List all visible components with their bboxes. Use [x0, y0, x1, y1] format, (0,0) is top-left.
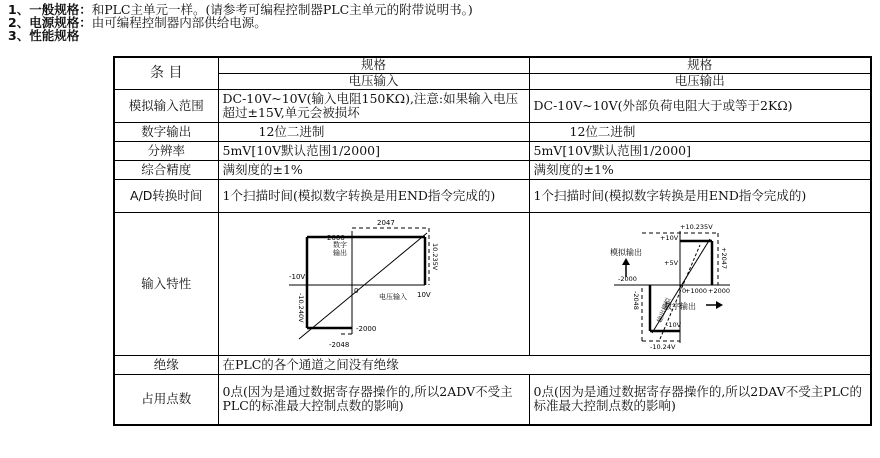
row-label-conversion-time: A/D转换时间 [114, 179, 218, 212]
points-input: 0点(因为是通过数据寄存器操作的,所以2ADV不受主PLC的标准最大控制点数的影响) [218, 374, 529, 425]
label-top-volt: +10.235V [679, 222, 713, 231]
label-y-mid: +5V [663, 258, 678, 267]
analog-range-input: DC-10V~10V(输入电阻150KΩ),注意:如果输入电压超过±15V,单元会被损坏 [218, 89, 529, 122]
label-origin: 0 [353, 286, 358, 295]
row-label-digital-output: 数字输出 [114, 122, 218, 141]
intro-text-2: 由可编程控制器内部供给电源。 [91, 15, 267, 30]
row-label-analog-range: 模拟输入范围 [114, 89, 218, 122]
label-x-max: 10V [416, 290, 431, 299]
intro-label-2: 2、电源规格： [8, 15, 92, 30]
label-origin: 0 [681, 286, 686, 295]
col1-title: 电压输入 [218, 73, 529, 89]
diag-label: 输出模拟 [654, 296, 673, 324]
label-y-max: 2000 [326, 233, 345, 242]
label-x-min: -10V [288, 272, 305, 281]
spec-header-2: 规格 [529, 57, 871, 73]
label-bottom-volt: -10.24V [649, 342, 675, 351]
row-label-isolation: 绝缘 [114, 355, 218, 374]
row-label-accuracy: 综合精度 [114, 160, 218, 179]
input-characteristic-graph [219, 213, 530, 352]
accuracy-input: 满刻度的±1% [218, 160, 529, 179]
points-output: 0点(因为是通过数据寄存器操作的,所以2DAV不受主PLC的标准最大控制点数的影响) [529, 374, 871, 425]
accuracy-output: 满刻度的±1% [529, 160, 871, 179]
label-y-min: -2000 [355, 324, 376, 333]
conversion-time-output: 1个扫描时间(模拟数字转换是用END指令完成的) [529, 179, 871, 212]
row-label-points: 占用点数 [114, 374, 218, 425]
digital-output-input: 12位二进制 [218, 122, 529, 141]
col2-title: 电压输出 [529, 73, 871, 89]
output-characteristic-graph [530, 213, 872, 352]
label-right-volt: 10.235V [430, 242, 439, 270]
intro-text-1: 和PLC主单元一样。(请参考可编程控制器PLC主单元的附带说明书。) [91, 2, 473, 17]
label-left-volt: -10.240V [296, 292, 305, 323]
digital-output-output: 12位二进制 [529, 122, 871, 141]
x-axis-title: 数字输出 [663, 301, 696, 311]
intro-label-1: 1、一般规格： [8, 2, 92, 17]
label-y-max: +10V [659, 233, 678, 242]
label-x-plus2000: +2000 [707, 286, 730, 295]
label-x-plus1000: +1000 [684, 286, 707, 295]
intro-line-3 [8, 29, 79, 42]
row-label-io-characteristic: 输入特性 [114, 212, 218, 355]
resolution-input: 5mV[10V默认范围1/2000] [218, 141, 529, 160]
spec-header-1: 规格 [218, 57, 529, 73]
label-bottom-count: -2048 [328, 340, 349, 349]
resolution-output: 5mV[10V默认范围1/2000] [529, 141, 871, 160]
analog-range-output: DC-10V~10V(外部负荷电阻大于或等于2KΩ) [529, 89, 871, 122]
isolation-value: 在PLC的各个通道之间没有绝缘 [218, 355, 871, 374]
intro-label-3: 3、性能规格 [8, 28, 80, 43]
label-right-count: +2047 [719, 246, 728, 269]
label-top-count: 2047 [376, 218, 395, 227]
x-axis-title: 电压输入 [378, 292, 407, 301]
row-label-resolution: 分辨率 [114, 141, 218, 160]
label-x-min: -2000 [617, 274, 637, 283]
label-y-min: -10V [665, 320, 681, 329]
y-axis-title: 数字输出 [332, 240, 347, 257]
y-axis-title: 模拟输出 [609, 247, 642, 257]
conversion-time-input: 1个扫描时间(模拟数字转换是用END指令完成的) [218, 179, 529, 212]
spec-table [113, 56, 872, 426]
input-characteristic-cell [218, 212, 529, 355]
item-header: 条 目 [114, 57, 218, 89]
label-left-count: -2048 [631, 290, 640, 310]
output-characteristic-cell [529, 212, 871, 355]
